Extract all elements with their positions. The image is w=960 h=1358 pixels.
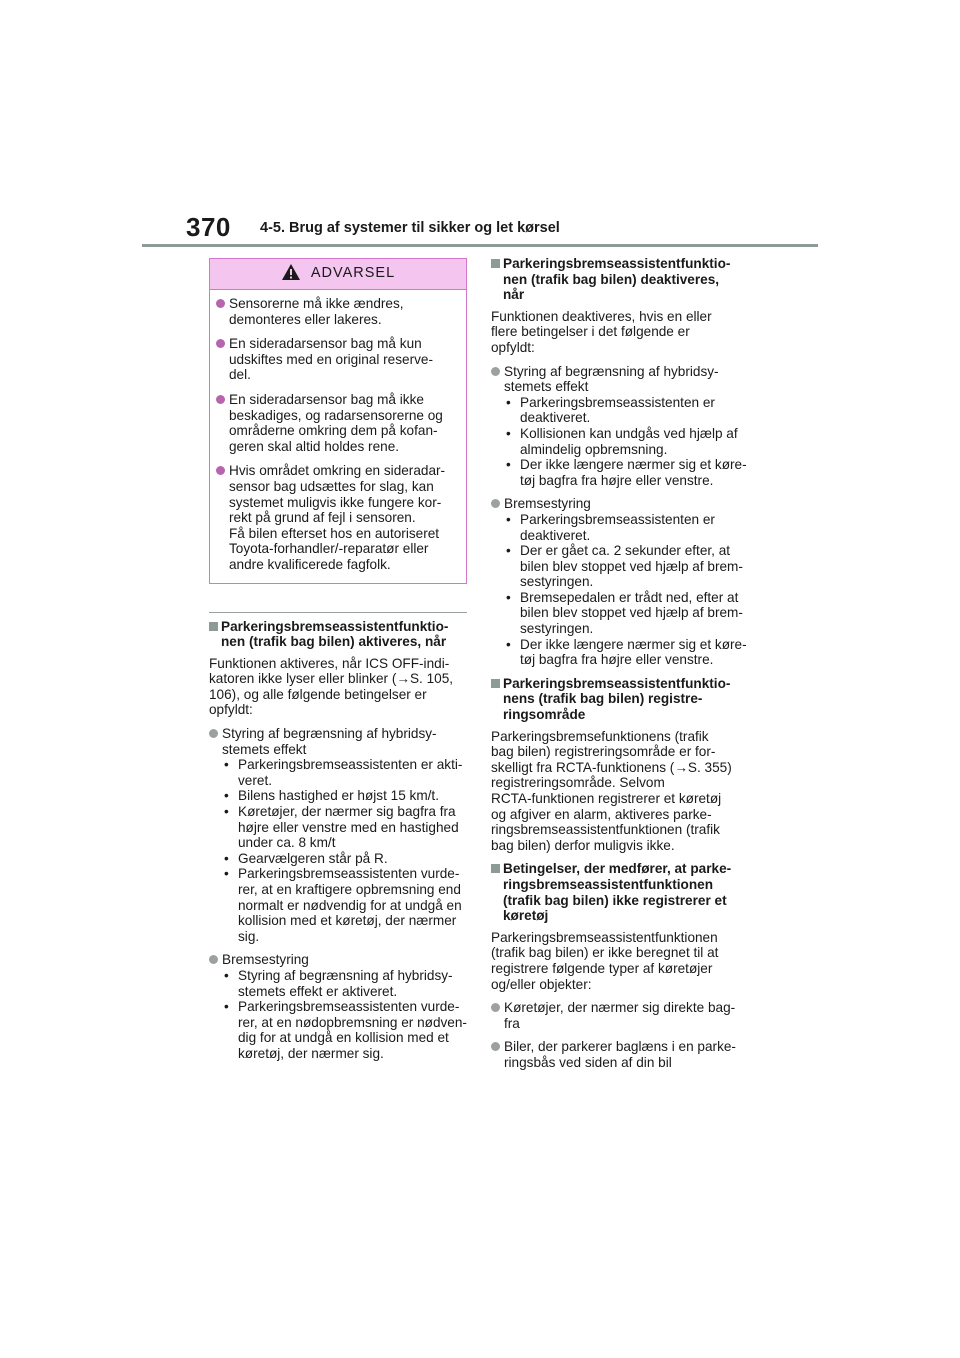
warning-item bbox=[216, 463, 456, 572]
section-heading bbox=[491, 256, 751, 303]
section-block bbox=[491, 861, 751, 1070]
heading-text: Parkeringsbremseassistentfunktio- nens (trafik bag bilen) registre- ringsområde bbox=[503, 675, 731, 723]
left-column bbox=[209, 258, 469, 1070]
bullet-dot-icon bbox=[209, 729, 218, 738]
condition-item bbox=[209, 952, 469, 1061]
list-item: • Køretøjer, der nærmer sig bagfra fra højre eller venstre med en hastighed under ca. 8 km/t bbox=[224, 804, 459, 851]
heading-square-icon bbox=[491, 864, 500, 873]
warning-triangle-icon bbox=[281, 263, 301, 285]
paragraph: Parkeringsbremseassistentfunktionen (trafik bag bilen) er ikke beregnet til at registrere følgende typer af køretøjer og/eller objekter: bbox=[491, 929, 719, 992]
heading-square-icon bbox=[491, 259, 500, 268]
heading-text: Parkeringsbremseassistentfunktio- nen (trafik bag bilen) aktiveres, når bbox=[221, 618, 449, 650]
warning-item-text: Hvis området omkring en sideradar- sensor bag udsættes for slag, kan systemet muligvis ikke fungere kor- rekt på grund af fejl i sensoren. Få bilen efterset hos en autoriseret Toyota-forhandler/-reparatør eller andre kvalificerede fagfolk. bbox=[229, 463, 446, 572]
list-item: • Parkeringsbremseassistenten er akti- veret. bbox=[224, 757, 463, 788]
list-item: • Der ikke længere nærmer sig et køre- tøj bagfra fra højre eller venstre. bbox=[506, 636, 747, 668]
warning-box bbox=[209, 258, 467, 584]
heading-text: Parkeringsbremseassistentfunktio- nen (trafik bag bilen) deaktiveres, når bbox=[503, 256, 731, 303]
list-item-text: Der ikke længere nærmer sig et køre- tøj bagfra fra højre eller venstre. bbox=[520, 636, 747, 668]
list-item-text: Bilens hastighed er højst 15 km/t. bbox=[238, 788, 439, 804]
condition-item bbox=[491, 496, 751, 668]
section-heading bbox=[491, 861, 751, 923]
list-item-text: Parkeringsbremseassistenten er deaktiveret. bbox=[520, 394, 715, 426]
paragraph: Parkeringsbremsefunktionens (trafik bag bilen) registreringsområde er for- skelligt fra RCTA-funktionens (→S. 355) registreringsområde. Selvom RCTA-funktionen registrerer et køretøj og afgiver en alarm, aktiveres parke- ringsbremseassistentfunktionen (trafik bag bilen) derfor muligvis ikke. bbox=[491, 728, 732, 853]
list-item-text: Parkeringsbremseassistenten er deaktiveret. bbox=[520, 511, 715, 543]
list-item-text: Der ikke længere nærmer sig et køre- tøj bagfra fra højre eller venstre. bbox=[520, 457, 747, 488]
condition-title: Styring af begrænsning af hybridsy- stemets effekt bbox=[504, 363, 719, 395]
list-item-text: Der er gået ca. 2 sekunder efter, at bilen blev stoppet ved hjælp af brem- sestyringen. bbox=[520, 543, 743, 590]
list-item-text: Køretøjer, der nærmer sig bagfra fra højre eller venstre med en hastighed under ca. 8 km/t bbox=[238, 804, 459, 851]
object-item bbox=[491, 1000, 751, 1031]
section-title: 4-5. Brug af systemer til sikker og let kørsel bbox=[260, 220, 560, 236]
condition-item bbox=[209, 726, 469, 944]
object-item bbox=[491, 1039, 751, 1070]
list-item: • Parkeringsbremseassistenten er deaktiveret. bbox=[506, 394, 715, 426]
paragraph: Funktionen deaktiveres, hvis en eller flere betingelser i det følgende er opfyldt: bbox=[491, 308, 712, 355]
header-rule bbox=[142, 244, 818, 247]
condition-item bbox=[491, 364, 751, 489]
paragraph: Funktionen aktiveres, når ICS OFF-indi- katoren ikke lyser eller blinker (→S. 105, 106), og alle følgende betingelser er opfyldt: bbox=[209, 655, 454, 718]
object-item-text: Biler, der parkerer baglæns i en parke- ringsbås ved siden af din bil bbox=[504, 1039, 736, 1070]
warning-item bbox=[216, 392, 456, 454]
right-column bbox=[491, 256, 751, 1079]
warning-label: ADVARSEL bbox=[310, 265, 396, 282]
list-item-text: Kollisionen kan undgås ved hjælp af almindelig opbremsning. bbox=[520, 425, 738, 457]
list-item: • Bilens hastighed er højst 15 km/t. bbox=[224, 788, 439, 804]
heading-square-icon bbox=[209, 622, 218, 631]
separator-rule bbox=[209, 612, 467, 613]
list-item-text: Styring af begrænsning af hybridsy- stemets effekt er aktiveret. bbox=[238, 967, 453, 999]
condition-title: Bremsestyring bbox=[222, 952, 309, 968]
list-item: • Parkeringsbremseassistenten er deaktiveret. bbox=[506, 511, 715, 543]
list-item-text: Parkeringsbremseassistenten er akti- veret. bbox=[238, 757, 463, 788]
list-item: • Parkeringsbremseassistenten vurde- rer, at en nødopbremsning er nødven- dig for at undgå en kollision med et køretøj, der nærmer sig. bbox=[224, 999, 467, 1061]
list-item-text: Parkeringsbremseassistenten vurde- rer, at en nødopbremsning er nødven- dig for at undgå en kollision med et køretøj, der nærmer sig. bbox=[238, 999, 467, 1061]
warning-item-text: En sideradarsensor bag må kun udskiftes med en original reserve- del. bbox=[229, 336, 433, 383]
list-item: • Parkeringsbremseassistenten vurde- rer, at en kraftigere opbremsning end normalt er nødvendig for at undgå en kollision med et køretøj, der nærmer sig. bbox=[224, 866, 462, 944]
warning-item-text: En sideradarsensor bag må ikke beskadiges, og radarsensorerne og områderne omkring dem på kofan- geren skal altid holdes rene. bbox=[229, 391, 443, 454]
list-item: • Der ikke længere nærmer sig et køre- tøj bagfra fra højre eller venstre. bbox=[506, 457, 747, 488]
section-heading bbox=[491, 676, 751, 723]
heading-text: Betingelser, der medfører, at parke- ringsbremseassistentfunktionen (trafik bag bilen) ikke registrerer et køretøj bbox=[503, 861, 732, 924]
bullet-dot-icon bbox=[216, 466, 225, 475]
bullet-dot-icon bbox=[491, 499, 500, 508]
list-item-text: Parkeringsbremseassistenten vurde- rer, at en kraftigere opbremsning end normalt er nødvendig for at undgå en kollision med et køretøj, der nærmer sig. bbox=[238, 866, 462, 944]
bullet-dot-icon bbox=[209, 955, 218, 964]
section-block bbox=[491, 676, 751, 854]
section-block bbox=[491, 256, 751, 668]
warning-body bbox=[210, 290, 466, 583]
warning-item bbox=[216, 336, 456, 383]
bullet-dot-icon bbox=[491, 1042, 500, 1051]
list-item: • Der er gået ca. 2 sekunder efter, at bilen blev stoppet ved hjælp af brem- sestyringen. bbox=[506, 543, 743, 590]
bullet-dot-icon bbox=[216, 299, 225, 308]
heading-square-icon bbox=[491, 679, 500, 688]
list-item-text: Gearvælgeren står på R. bbox=[238, 850, 388, 866]
warning-item-text: Sensorerne må ikke ændres, demonteres eller lakeres. bbox=[229, 296, 404, 327]
warning-item bbox=[216, 296, 456, 327]
list-item: • Styring af begrænsning af hybridsy- stemets effekt er aktiveret. bbox=[224, 967, 453, 999]
bullet-dot-icon bbox=[216, 339, 225, 348]
bullet-dot-icon bbox=[216, 395, 225, 404]
object-item-text: Køretøjer, der nærmer sig direkte bag- fra bbox=[504, 1000, 736, 1031]
list-item: • Bremsepedalen er trådt ned, efter at bilen blev stoppet ved hjælp af brem- sestyringen. bbox=[506, 589, 743, 637]
condition-title: Styring af begrænsning af hybridsy- stemets effekt bbox=[222, 726, 437, 757]
list-item-text: Bremsepedalen er trådt ned, efter at bilen blev stoppet ved hjælp af brem- sestyringen. bbox=[520, 589, 743, 637]
list-item: • Gearvælgeren står på R. bbox=[224, 850, 388, 866]
bullet-dot-icon bbox=[491, 367, 500, 376]
bullet-dot-icon bbox=[491, 1003, 500, 1012]
condition-title: Bremsestyring bbox=[504, 496, 591, 512]
section-heading bbox=[209, 619, 469, 650]
warning-header bbox=[210, 259, 466, 290]
page-number: 370 bbox=[186, 212, 231, 242]
list-item: • Kollisionen kan undgås ved hjælp af almindelig opbremsning. bbox=[506, 425, 738, 457]
